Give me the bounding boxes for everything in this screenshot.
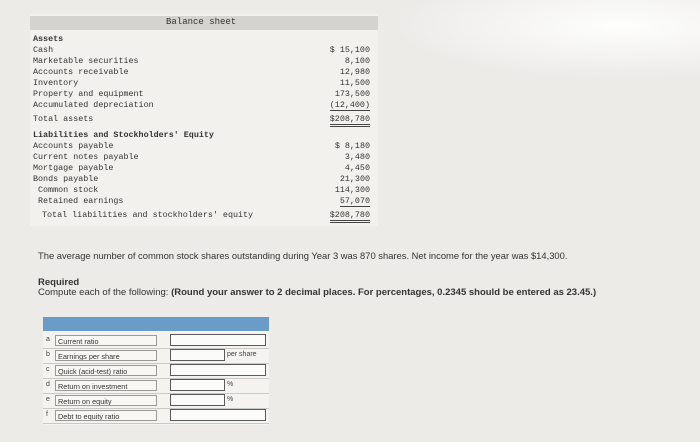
row-letter: c: [46, 366, 50, 373]
bs-value-total-assets: $208,780: [330, 114, 370, 127]
bs-label-retained-earnings: Retained earnings: [38, 196, 124, 206]
bs-value-accounts-receivable: 12,980: [339, 67, 370, 77]
row-label: Quick (acid-test) ratio: [55, 365, 157, 376]
bs-label-liabilities-heading: Liabilities and Stockholders' Equity: [33, 130, 214, 140]
bs-value-marketable-securities: 8,100: [344, 56, 370, 66]
answer-row-return-on-equity: [43, 393, 269, 409]
bs-value-inventory: 11,500: [339, 78, 370, 88]
balance-sheet: [30, 14, 378, 226]
bs-value-accumulated-depreciation: (12,400): [329, 100, 370, 110]
bs-value-common-stock: 114,300: [334, 185, 370, 195]
answer-table: [43, 317, 269, 425]
current-ratio-input[interactable]: [170, 334, 266, 346]
bs-label-bonds-payable: Bonds payable: [33, 174, 99, 184]
bs-value-accounts-payable: $ 8,180: [334, 141, 370, 151]
row-letter: a: [46, 336, 50, 343]
balance-sheet-title: Balance sheet: [166, 17, 237, 27]
bs-value-current-notes-payable: 3,480: [344, 152, 370, 162]
bs-label-accounts-receivable: Accounts receivable: [33, 67, 129, 77]
problem-paragraph: The average number of common stock shares outstanding during Year 3 was 870 shares. Net income for the year was $14,300.: [38, 250, 568, 261]
row-label: Current ratio: [55, 335, 157, 346]
bs-label-accumulated-depreciation: Accumulated depreciation: [33, 100, 154, 110]
bs-label-property-equipment: Property and equipment: [33, 89, 144, 99]
answer-row-current-ratio: [43, 333, 269, 349]
row-label: Earnings per share: [55, 350, 157, 361]
debt-to-equity-input[interactable]: [170, 409, 266, 421]
bs-label-assets: Assets: [33, 34, 64, 44]
bs-label-inventory: Inventory: [33, 78, 79, 88]
required-instructions: [38, 287, 596, 298]
bs-value-property-equipment: 173,500: [334, 89, 370, 99]
bs-label-common-stock: Common stock: [38, 185, 99, 195]
unit-label: per share: [227, 351, 257, 358]
required-heading: Required: [38, 277, 80, 288]
return-on-investment-input[interactable]: [170, 379, 225, 391]
bs-value-total-liabilities-equity: $208,780: [330, 210, 370, 223]
bs-label-accounts-payable: Accounts payable: [33, 141, 114, 151]
row-letter: d: [46, 381, 50, 388]
answer-row-debt-to-equity: [43, 408, 269, 424]
quick-ratio-input[interactable]: [170, 364, 266, 376]
row-label: Return on equity: [55, 395, 157, 406]
bs-value-cash: $ 15,100: [329, 45, 370, 55]
bs-label-marketable-securities: Marketable securities: [33, 56, 139, 66]
return-on-equity-input[interactable]: [170, 394, 225, 406]
bs-label-cash: Cash: [33, 45, 54, 55]
row-letter: e: [46, 396, 50, 403]
bs-value-mortgage-payable: 4,450: [344, 163, 370, 173]
percent-label: %: [227, 381, 234, 388]
bs-label-total-assets: Total assets: [33, 114, 94, 124]
percent-label: %: [227, 396, 234, 403]
answer-row-earnings-per-share: [43, 348, 269, 364]
answer-row-quick-ratio: [43, 363, 269, 379]
required-text: Compute each of the following:: [38, 287, 172, 298]
bs-value-retained-earnings: 57,070: [339, 196, 370, 206]
row-letter: f: [46, 411, 48, 418]
row-letter: b: [46, 351, 50, 358]
row-label: Debt to equity ratio: [55, 410, 157, 421]
answer-table-header: [43, 317, 269, 331]
bs-label-total-liabilities-equity: Total liabilities and stockholders' equity: [42, 210, 254, 220]
bs-label-current-notes-payable: Current notes payable: [33, 152, 139, 162]
earnings-per-share-input[interactable]: [170, 349, 225, 361]
photo-glare: [390, 0, 700, 80]
required-rounding-note: (Round your answer to 2 decimal places. For percentages, 0.2345 should be entered as 23.45.): [171, 287, 597, 298]
bs-label-mortgage-payable: Mortgage payable: [33, 163, 114, 173]
answer-row-return-on-investment: [43, 378, 269, 394]
bs-value-bonds-payable: 21,300: [339, 174, 370, 184]
row-label: Return on investment: [55, 380, 157, 391]
